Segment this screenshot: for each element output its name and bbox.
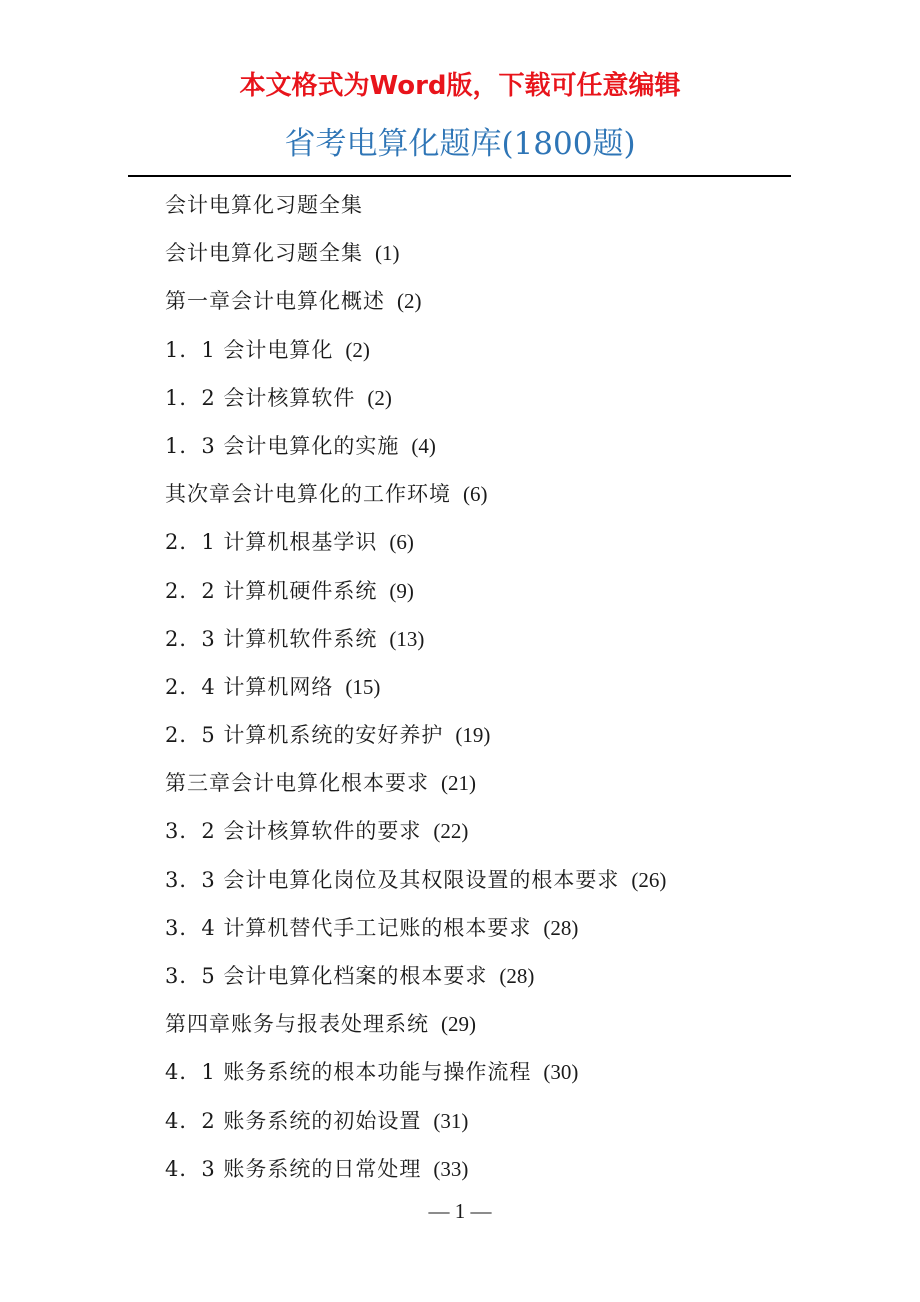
- toc-entry-text: 2．5 计算机系统的安好养护: [165, 723, 444, 748]
- toc-entry-page: (6): [463, 482, 488, 507]
- toc-entry-text: 3．3 会计电算化岗位及其权限设置的根本要求: [165, 867, 620, 892]
- title-divider: [128, 175, 791, 177]
- toc-entry-text: 2．1 计算机根基学识: [165, 530, 378, 555]
- toc-entry-text: 其次章会计电算化的工作环境: [165, 482, 451, 507]
- toc-entry-text: 4．3 账务系统的日常处理: [165, 1156, 422, 1181]
- toc-entry: [165, 280, 666, 328]
- toc-entry: [165, 666, 666, 714]
- toc-entry-page: (2): [367, 385, 392, 410]
- toc-entry-text: 4．2 账务系统的初始设置: [165, 1108, 422, 1133]
- toc-entry: [165, 1003, 666, 1051]
- toc-entry-page: (2): [397, 289, 422, 314]
- toc-entry-text: 2．3 计算机软件系统: [165, 626, 378, 651]
- toc-entry-page: (2): [345, 337, 370, 362]
- toc-entry-text: 1．1 会计电算化: [165, 337, 334, 362]
- toc-entry: [165, 184, 666, 232]
- toc-entry-page: (4): [411, 433, 436, 458]
- toc-entry-text: 会计电算化习题全集: [165, 193, 363, 217]
- toc-entry-page: (31): [433, 1108, 469, 1133]
- toc-entry: [165, 473, 666, 521]
- toc-entry-text: 会计电算化习题全集: [165, 241, 363, 266]
- document-title: 省考电算化题库(1800题): [284, 126, 636, 162]
- toc-entry-text: 2．2 计算机硬件系统: [165, 578, 378, 603]
- toc-entry: [165, 232, 666, 280]
- toc-entry: [165, 859, 666, 907]
- toc-entry-page: (9): [389, 578, 414, 603]
- toc-entry: [165, 762, 666, 810]
- toc-entry-text: 4．1 账务系统的根本功能与操作流程: [165, 1060, 532, 1085]
- toc-entry-page: (6): [389, 530, 414, 555]
- toc-entry: [165, 810, 666, 858]
- toc-entry-page: (21): [441, 771, 476, 796]
- toc-entry-page: (1): [375, 241, 400, 266]
- toc-entry-text: 2．4 计算机网络: [165, 674, 334, 699]
- toc-entry-text: 第一章会计电算化概述: [165, 289, 385, 314]
- toc-entry-page: (33): [433, 1156, 469, 1181]
- toc-entry-text: 3．4 计算机替代手工记账的根本要求: [165, 915, 532, 940]
- toc-entry: [165, 377, 666, 425]
- toc-entry-text: 3．5 会计电算化档案的根本要求: [165, 964, 488, 988]
- toc-entry: [165, 907, 666, 955]
- toc-entry: [165, 1148, 666, 1196]
- page-number: — 1 —: [428, 1199, 492, 1223]
- toc-entry: [165, 425, 666, 473]
- toc-entry-page: (13): [389, 626, 425, 651]
- toc-entry: [165, 1051, 666, 1099]
- toc-entry-text: 1．2 会计核算软件: [165, 385, 356, 410]
- toc-entry-page: (28): [543, 915, 579, 940]
- toc-entry-page: (29): [441, 1012, 476, 1037]
- toc-entry-page: (22): [433, 819, 469, 844]
- toc-entry: [165, 521, 666, 569]
- toc-entry: [165, 955, 666, 1003]
- toc-entry: [165, 618, 666, 666]
- toc-entry-text: 第四章账务与报表处理系统: [165, 1012, 429, 1037]
- toc-entry-page: (28): [499, 964, 535, 988]
- toc-entry-text: 1．3 会计电算化的实施: [165, 433, 400, 458]
- toc-entry-page: (30): [543, 1060, 579, 1085]
- toc-entry-text: 3．2 会计核算软件的要求: [165, 819, 422, 844]
- toc-entry: [165, 329, 666, 377]
- toc-entry-text: 第三章会计电算化根本要求: [165, 771, 429, 796]
- toc-entry-page: (19): [455, 723, 491, 748]
- table-of-contents: [165, 184, 666, 1196]
- toc-entry-page: (15): [345, 674, 381, 699]
- toc-entry: [165, 714, 666, 762]
- toc-entry: [165, 1100, 666, 1148]
- toc-entry-page: (26): [631, 867, 667, 892]
- toc-entry: [165, 570, 666, 618]
- download-banner: 本文格式为Word版，下载可任意编辑: [239, 71, 681, 101]
